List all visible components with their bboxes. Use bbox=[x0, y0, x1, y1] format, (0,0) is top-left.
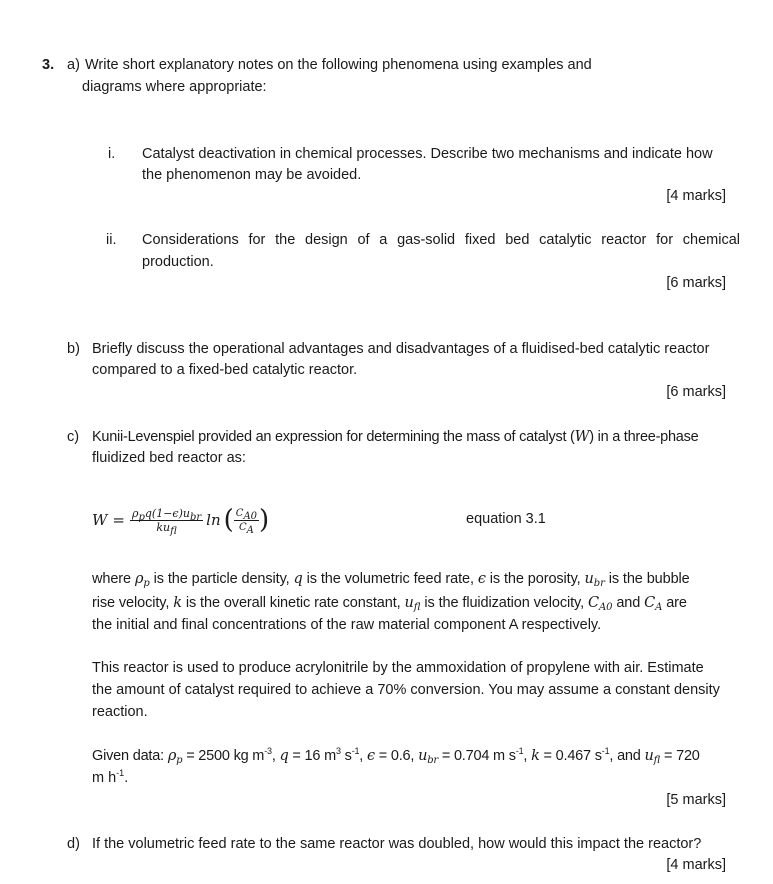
where-line2 bbox=[92, 593, 687, 614]
equation-ratio-num: $C_{A0}$ bbox=[235, 507, 258, 522]
part-a-label: a) bbox=[67, 57, 80, 73]
equation-equals: = bbox=[112, 511, 125, 529]
given-line1: Given data: $\rho_p = 2500$ kg $m^{-3}$, q = 16 $m^3$ $s^{-1}$, ϵ = 0.6, $u_{br} = 0.704$ m $s^{-1}$, k = 0.467 $s^{-1}$, and $u_{fl} = 720$ bbox=[92, 746, 700, 766]
given-eps-value: = 0.6, bbox=[378, 748, 415, 764]
part-b-line1: Briefly discuss the operational advantages and disadvantages of a fluidised-bed catalytic reactor bbox=[92, 341, 710, 357]
where-line1 bbox=[92, 569, 690, 590]
eps-symbol: ϵ bbox=[477, 571, 486, 587]
given-ubr-value: = 0.704 m s bbox=[441, 748, 516, 764]
item-i-marks: [4 marks] bbox=[666, 188, 726, 204]
given-q-unit: s bbox=[344, 748, 352, 764]
given-end: . bbox=[124, 770, 129, 786]
equation-3-1: W = $\frac{\rho_pq(1-\epsilon)u_{br}}{ku_{fl}}$ ln ( $\frac{C_{A0}}{C_A}$ ) bbox=[92, 505, 270, 537]
given-ubr-symbol: $u_{br}$ bbox=[418, 748, 438, 766]
item-ii-line2: production. bbox=[142, 254, 214, 270]
ca-symbol: $C_A$ bbox=[644, 595, 663, 613]
part-d-label: d) bbox=[67, 836, 80, 852]
equation-fraction bbox=[130, 506, 203, 537]
ubr-symbol: $u_{br}$ bbox=[584, 571, 605, 589]
rho-p-symbol: $\rho_p$ bbox=[134, 571, 150, 589]
given-rho-exp: -3 bbox=[264, 746, 272, 756]
given-rho-value: = 2500 kg m bbox=[186, 748, 265, 764]
where-text-1: is the particle density, bbox=[153, 571, 290, 587]
mass-variable: W bbox=[574, 429, 590, 445]
where-text-6: is the overall kinetic rate constant, bbox=[185, 595, 401, 611]
where-text-5: rise velocity, bbox=[92, 595, 170, 611]
equation-label: equation 3.1 bbox=[466, 511, 546, 527]
given-line2 bbox=[92, 768, 128, 789]
where-text-8: and bbox=[616, 595, 641, 611]
where-text-7: is the fluidization velocity, bbox=[424, 595, 585, 611]
where-text-2: is the volumetric feed rate, bbox=[306, 571, 474, 587]
equation-ratio bbox=[234, 507, 259, 534]
where-text-3: is the porosity, bbox=[489, 571, 581, 587]
given-q-symbol: q bbox=[279, 748, 289, 764]
item-ii-numeral: ii. bbox=[106, 232, 117, 248]
ufl-symbol: $u_{fl}$ bbox=[404, 595, 421, 613]
part-c-intro2: fluidized bed reactor as: bbox=[92, 450, 246, 466]
where-text-4: is the bubble bbox=[608, 571, 690, 587]
ubr-symbol-subscript: br bbox=[593, 578, 605, 589]
given-q-exp: 3 bbox=[335, 746, 341, 756]
given-q-value: = 16 m bbox=[292, 748, 336, 764]
item-i-line2: the phenomenon may be avoided. bbox=[142, 167, 362, 183]
given-q-unit-exp: -1 bbox=[351, 746, 360, 756]
equation-ratio-den-subscript: A bbox=[246, 524, 254, 536]
part-c-intro1 bbox=[92, 427, 698, 448]
part-c-intro-text: Kunii-Levenspiel provided an expression for determining the mass of catalyst ( bbox=[92, 429, 575, 445]
item-i-numeral: i. bbox=[108, 146, 116, 162]
given-and: , and bbox=[609, 748, 641, 764]
item-ii-line1: Considerations for the design of a gas-solid fixed bed catalytic reactor for chemical bbox=[142, 232, 740, 248]
equation-numerator: $\rho_pq(1-\epsilon)u_{br}$ bbox=[132, 506, 202, 523]
para2-line3: reaction. bbox=[92, 704, 148, 720]
given-rho-symbol-subscript: p bbox=[176, 755, 183, 766]
given-ufl-value: = 720 bbox=[663, 748, 700, 764]
part-d-marks: [4 marks] bbox=[666, 857, 726, 873]
part-c-label: c) bbox=[67, 429, 80, 445]
q-symbol: q bbox=[293, 571, 303, 587]
equation-denominator: $ku_{fl}$ bbox=[156, 520, 177, 537]
given-k-exp: -1 bbox=[601, 746, 610, 756]
given-ufl-exp: -1 bbox=[116, 768, 125, 778]
given-prefix: Given data: bbox=[92, 748, 164, 764]
given-k-value: = 0.467 s bbox=[543, 748, 602, 764]
part-b-marks: [6 marks] bbox=[666, 384, 726, 400]
item-ii-marks: [6 marks] bbox=[666, 275, 726, 291]
given-ubr-symbol-subscript: br bbox=[427, 755, 438, 766]
where-word: where bbox=[92, 571, 131, 587]
given-k-symbol: k bbox=[531, 748, 540, 764]
given-ufl-unit: m h bbox=[92, 770, 117, 786]
equation-ratio-den: $C_A$ bbox=[238, 521, 254, 536]
ufl-symbol-subscript: fl bbox=[413, 602, 421, 613]
ca-symbol-subscript: A bbox=[655, 602, 663, 613]
part-d-text: If the volumetric feed rate to the same reactor was doubled, how would this impact the reactor? bbox=[92, 836, 702, 852]
item-i-line1: Catalyst deactivation in chemical processes. Describe two mechanisms and indicate how bbox=[142, 146, 713, 162]
ca0-symbol-subscript: A0 bbox=[598, 602, 613, 613]
question-number: 3. bbox=[42, 57, 55, 73]
equation-lhs: W bbox=[92, 511, 108, 529]
para2-line2: the amount of catalyst required to achieve a 70% conversion. You may assume a constant density bbox=[92, 682, 720, 698]
para2-line1: This reactor is used to produce acrylonitrile by the ammoxidation of propylene with air. Estimate bbox=[92, 660, 704, 676]
k-symbol: k bbox=[173, 595, 182, 611]
part-c-intro-end: ) in a three-phase bbox=[589, 429, 699, 445]
part-b-line2: compared to a fixed-bed catalytic reactor. bbox=[92, 362, 358, 378]
given-ufl-symbol-subscript: fl bbox=[653, 755, 661, 766]
given-ufl-symbol: $u_{fl}$ bbox=[644, 748, 661, 766]
part-b-label: b) bbox=[67, 341, 80, 357]
equation-ratio-num-subscript: A0 bbox=[243, 510, 258, 522]
given-ubr-exp: -1 bbox=[515, 746, 524, 756]
ca0-symbol: $C_{A0}$ bbox=[587, 595, 613, 613]
where-text-9: are bbox=[666, 595, 687, 611]
rho-p-symbol-subscript: p bbox=[143, 578, 150, 589]
given-eps-symbol: ϵ bbox=[366, 748, 375, 764]
where-line3: the initial and final concentrations of the raw material component A respectively. bbox=[92, 617, 602, 633]
part-a-line2: diagrams where appropriate: bbox=[82, 79, 267, 95]
given-rho-symbol: $\rho_p$ bbox=[167, 748, 183, 766]
part-a-line1: Write short explanatory notes on the following phenomena using examples and bbox=[85, 57, 592, 73]
part-c-marks: [5 marks] bbox=[666, 792, 726, 808]
equation-ln: ln bbox=[206, 511, 221, 529]
